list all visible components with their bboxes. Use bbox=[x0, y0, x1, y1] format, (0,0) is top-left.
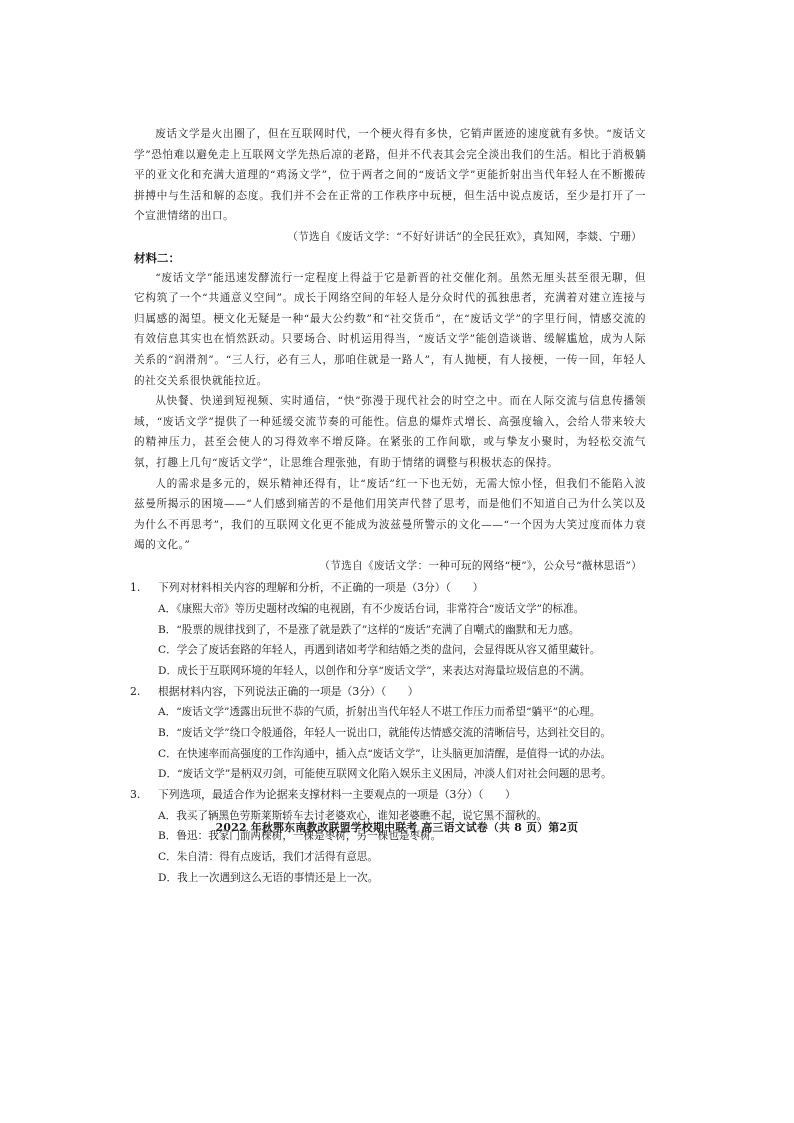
passage-paragraph-4: 人的需求是多元的，娱乐精神还得有，让“废话”红一下也无妨，无需大惊小怪，但我们不能陷入波兹曼所揭示的困境——“人们感到痛苦的不是他们用笑声代替了思考，而是他们不知道自己为什么笑以及为什么不再思考”，我们的互联网文化更不能成为波兹曼所警示的文化——“一个因为大笑过度而体力衰竭的文化。” bbox=[134, 477, 646, 552]
passage-paragraph-2: “废话文学”能迅速发酵流行一定程度上得益于它是新晋的社交催化剂。虽然无厘头甚至很无聊，但它构筑了一个“共通意义空间”。成长于网络空间的年轻人是分众时代的孤独患者，充满着对建立连接与归属感的渴望。梗文化无疑是一种“最大公约数”和“社交货币”，在“废话文学”的字里行间，情感交流的有效信息其实也在悄然跃动。只要场合、时机运用得当，“废话文学”能创造谈谐、缓解尴尬，成为人际关系的“润滑剂”。“三人行，必有三人，那咱住就是一路人”，有人抛梗，有人接梗，一传一回，年轻人的社交关系很快就能拉近。 bbox=[134, 271, 646, 387]
question-text: 根据材料内容，下列说法正确的一项是（3分）（ ） bbox=[158, 684, 419, 698]
source-citation-2: （节选自《废话文学：一种可玩的网络“梗”》，公众号“薇林思语”） bbox=[319, 559, 642, 572]
question-1-option-a: A．《康熙大帝》等历史题材改编的电视剧，有不少废话台词，非常符合“废话文学”的标准。 bbox=[158, 602, 585, 615]
question-1-option-c: C．学会了废话套路的年轻人，再遇到诸如考学和结婚之类的盘问，会显得既从容又循里藏针。 bbox=[158, 644, 601, 657]
page-footer: 2022 年秋鄂东南教改联盟学校期中联考 高三语文试卷（共 8 页）第2页 bbox=[215, 821, 579, 834]
question-stem bbox=[130, 682, 646, 703]
question-list bbox=[130, 578, 646, 888]
question-3 bbox=[130, 785, 646, 888]
source-citation-1: （节选自《废话文学：“不好好讲话”的全民狂欢》，真知网，李燚、宁珊） bbox=[287, 230, 642, 243]
question-text: 下列选项，最适合作为论据来支撑材料一主要观点的一项是（3分）（ ） bbox=[158, 788, 516, 802]
question-1 bbox=[130, 578, 646, 681]
question-stem bbox=[130, 785, 646, 806]
question-3-option-b: B．鲁迅：我家门前两棵树，一棵是枣树，另一棵也是枣树。 bbox=[158, 830, 442, 843]
passage-paragraph-3: 从快餐、快递到短视频、实时通信，“快”弥漫于现代社会的时空之中。而在人际交流与信息传播领域，“废话文学”提供了一种延缓交流节奏的可能性。信息的爆炸式增长、高强度输入，会给人带来较大的精神压力，甚至会使人的习得效率不增反降。在紧张的工作间歇，或与挚友小聚时，为轻松交流气氛，打趣上几句“废话文学”，让思维合理张弛，有助于情绪的调整与积极状态的保持。 bbox=[134, 395, 646, 469]
question-2-option-d: D．“废话文学”是柄双刃剑，可能使互联网文化陷入娱乐主义困局，冲淡人们对社会问题的思考。 bbox=[158, 768, 612, 781]
question-number: 1. bbox=[130, 581, 141, 595]
question-text: 下列对材料相关内容的理解和分析，不正确的一项是（3分）（ ） bbox=[158, 581, 484, 595]
passage-paragraph-1: 废话文学是火出圈了，但在互联网时代，一个梗火得有多快，它销声匿迹的速度就有多快。“废话文学”恐怕难以避免走上互联网文学先热后凉的老路，但并不代表其会完全淡出我们的生活。相比于消极躺平的亚文化和充满大道理的“鸡汤文学”，位于两者之间的“废话文学”更能折射出当代年轻人在不断搬砖拼搏中与生活和解的态度。我们并不会在正常的工作秩序中玩梗，但生活中说点废话，至少是打开了一个宣泄情绪的出口。 bbox=[134, 128, 646, 223]
question-3-option-d: D．我上一次遇到这么无语的事情还是上一次。 bbox=[158, 871, 379, 884]
question-3-option-a: A．我买了辆黑色劳斯莱斯轿车去讨老婆欢心，谁知老婆瞧不起，说它黑不溜秋的。 bbox=[158, 809, 548, 822]
question-number: 2. bbox=[130, 684, 141, 698]
question-3-option-c: C．朱自清：得有点废话，我们才活得有意思。 bbox=[158, 851, 378, 863]
question-1-option-d: D．成长于互联网环境的年轻人，以创作和分享“废话文学”，来表达对海量垃圾信息的不满。 bbox=[158, 665, 591, 678]
question-stem bbox=[130, 578, 646, 599]
question-2 bbox=[130, 682, 646, 785]
exam-page bbox=[130, 124, 646, 888]
question-1-option-b: B．“股票的规律找到了，不是涨了就是跌了”这样的“废话”充满了自嘲式的幽默和无力感。 bbox=[158, 623, 580, 636]
material-2-heading: 材料二： bbox=[134, 250, 180, 265]
question-number: 3. bbox=[130, 788, 141, 802]
question-2-option-b: B．“废话文学”绕口令般通俗，年轻人一说出口，就能传达情感交流的清晰信号，达到社交目的。 bbox=[158, 726, 611, 739]
question-2-option-c: C．在快速率而高强度的工作沟通中，插入点“废话文学”，让头脑更加清醒，是值得一试的办法。 bbox=[158, 747, 612, 760]
question-2-option-a: A．“废话文学”透露出玩世不恭的气质，折射出当代年轻人不堪工作压力而希望“躺平”的心理。 bbox=[158, 706, 601, 719]
